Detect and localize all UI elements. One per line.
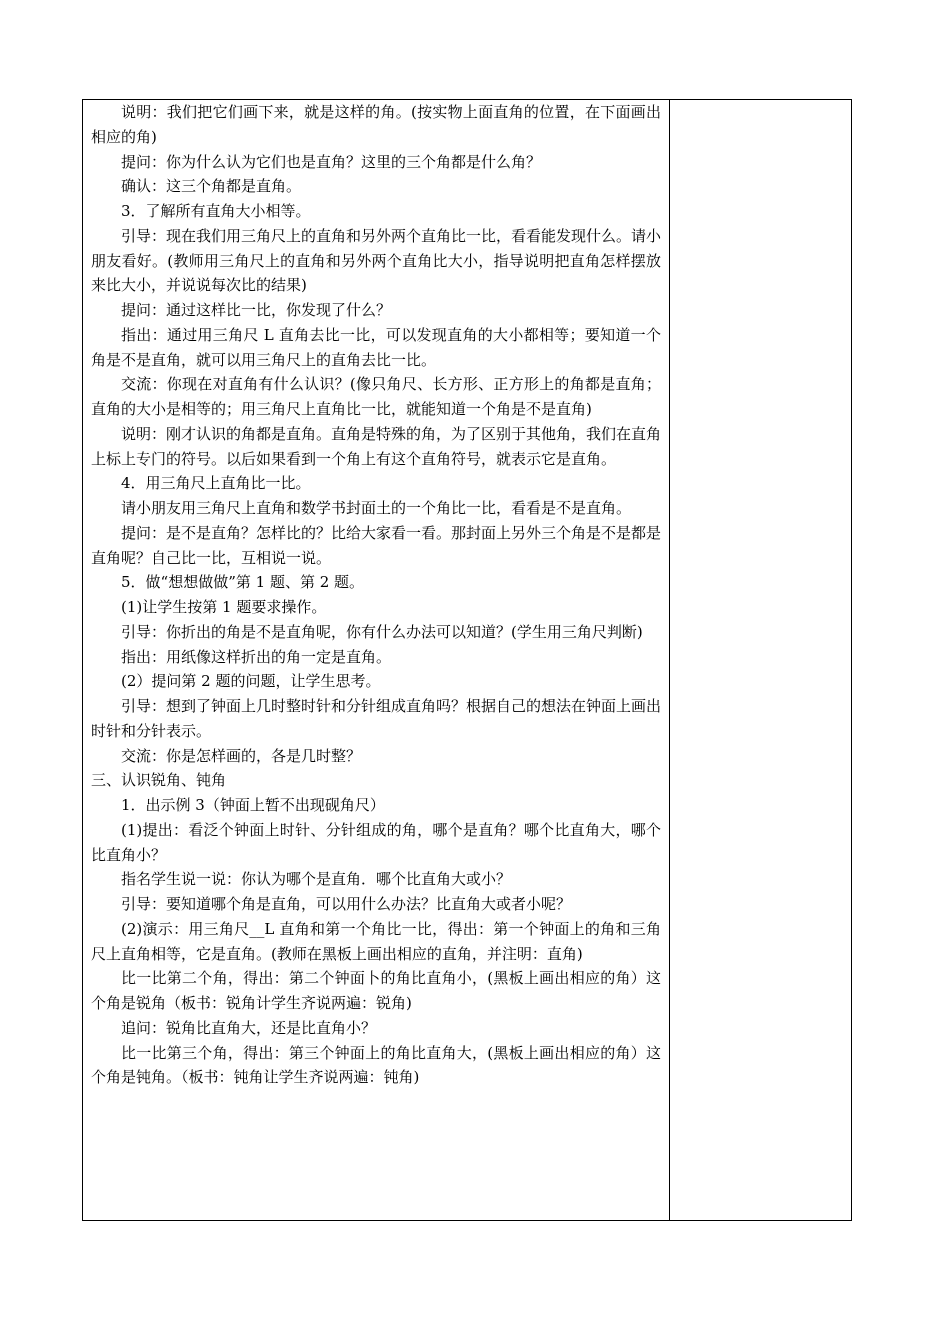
paragraph: (2)演示：用三角尺__L 直角和第一个角比一比，得出：第一个钟面上的角和三角尺上直角相等，它是直角。(教师在黑板上画出相应的直角，并注明：直角) [91, 919, 661, 963]
paragraph: 提问：通过这样比一比，你发现了什么？ [121, 301, 392, 319]
paragraph: 1．出示例 3（钟面上暂不出现砚角尺） [121, 796, 385, 814]
paragraph: 交流：你是怎样画的，各是几时整？ [121, 746, 362, 765]
paragraph: 3．了解所有直角大小相等。 [121, 202, 311, 220]
paragraph: 指出：通过用三角尺 L 直角去比一比，可以发现直角的大小都相等；要知道一个角是不是直角，就可以用三角尺上的直角去比一比。 [91, 325, 661, 369]
paragraph: 5．做“想想做做”第 1 题、第 2 题。 [121, 573, 365, 592]
paragraph: 请小朋友用三角尺上直角和数学书封面土的一个角比一比，看看是不是直角。 [121, 499, 632, 517]
paragraph: 提问：是不是直角？怎样比的？比给大家看一看。那封面上另外三个角是不是都是直角呢？自己比一比，互相说一说。 [91, 523, 662, 567]
paragraph: (1)让学生按第 1 题要求操作。 [121, 598, 327, 616]
paragraph: 引导：现在我们用三角尺上的直角和另外两个直角比一比，看看能发现什么。请小朋友看好。(教师用三角尺上的直角和另外两个直角比大小，指导说明把直角怎样摆放来比大小，并说说每次比的结果) [91, 226, 662, 295]
paragraph: 说明：我们把它们画下来，就是这样的角。(按实物上面直角的位置，在下面画出相应的角) [91, 103, 661, 146]
paragraph: (2）提问第 2 题的问题，让学生思考。 [121, 672, 381, 691]
paragraph: 指名学生说一说：你认为哪个是直角．哪个比直角大或小？ [121, 870, 512, 889]
paragraph: 提问：你为什么认为它们也是直角？这里的三个角都是什么角？ [121, 152, 542, 171]
paragraph: 4．用三角尺上直角比一比。 [121, 474, 311, 493]
lesson-table [82, 99, 852, 1221]
paragraph: 确认：这三个角都是直角。 [121, 177, 302, 196]
paragraph: (1)提出：看泛个钟面上时针、分针组成的角，哪个是直角？哪个比直角大，哪个比直角小？ [91, 820, 661, 864]
paragraph: 比一比第三个角，得出：第三个钟面上的角比直角大，(黑板上画出相应的角）这个角是钝角。（板书：钝角让学生齐说两遍：钝角) [91, 1043, 661, 1087]
paragraph: 三、认识锐角、钝角 [91, 771, 227, 790]
notes-cell [670, 100, 851, 1220]
paragraph: 交流：你现在对直角有什么认识？(像只角尺、长方形、正方形上的角都是直角；直角的大小是相等的；用三角尺上直角比一比，就能知道一个角是不是直角) [91, 375, 661, 418]
paragraph: 指出：用纸像这样折出的角一定是直角。 [121, 647, 392, 666]
lesson-content-cell [83, 100, 669, 1220]
paragraph: 追问：锐角比直角大，还是比直角小？ [121, 1018, 377, 1037]
paragraph: 引导：想到了钟面上几时整时针和分针组成直角吗？根据自己的想法在钟面上画出时针和分针表示。 [91, 697, 662, 740]
paragraph: 引导：要知道哪个角是直角，可以用什么办法？比直角大或者小呢？ [121, 895, 572, 913]
lesson-content [91, 100, 661, 1090]
paragraph: 比一比第二个角，得出：第二个钟面卜的角比直角小，(黑板上画出相应的角）这个角是锐角（板书：锐角计学生齐说两遍：锐角) [91, 969, 661, 1012]
paragraph: 说明：刚才认识的角都是直角。直角是特殊的角，为了区别于其他角，我们在直角上标上专门的符号。以后如果看到一个角上有这个直角符号，就表示它是直角。 [91, 424, 662, 468]
paragraph: 引导：你折出的角是不是直角呢，你有什么办法可以知道？(学生用三角尺判断) [121, 622, 643, 641]
